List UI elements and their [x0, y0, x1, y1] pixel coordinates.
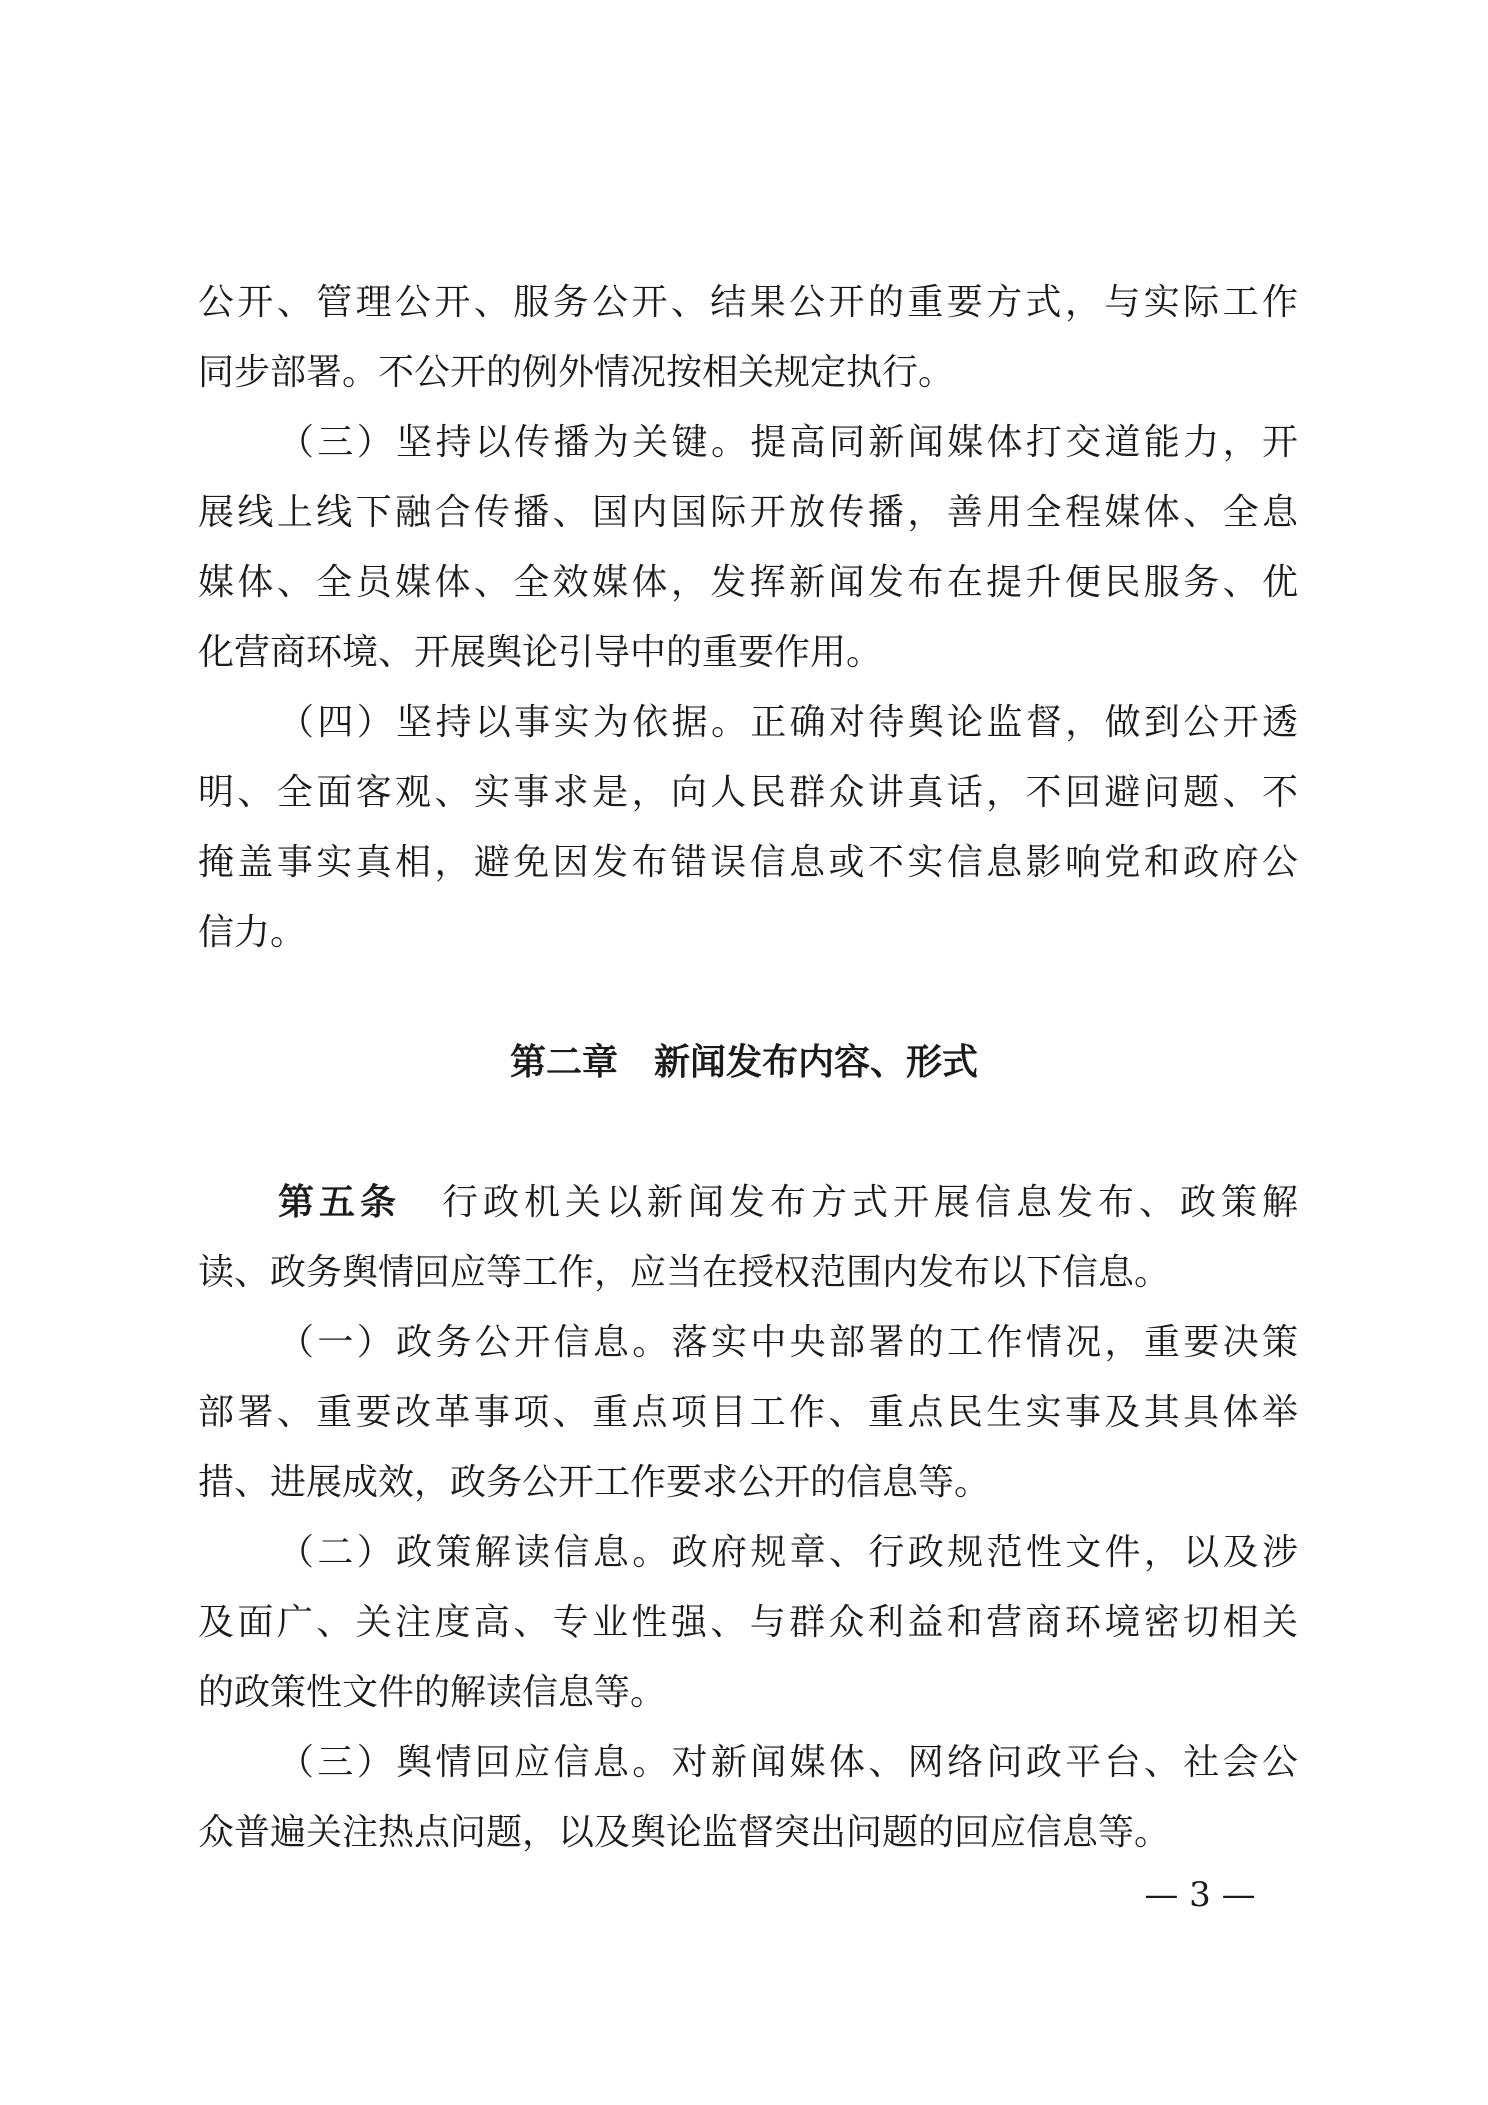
chapter-heading: 第二章 新闻发布内容、形式: [509, 1042, 978, 1083]
body-text-line: 媒体、全员媒体、全效媒体，发挥新闻发布在提升便民服务、优: [198, 562, 1298, 603]
article-spacer: [401, 1182, 442, 1223]
body-text-line: 众普遍关注热点问题，以及舆论监督突出问题的回应信息等。: [198, 1812, 1171, 1853]
body-text-line: 化营商环境、开展舆论引导中的重要作用。: [198, 632, 883, 673]
page-number: — 3 —: [1144, 1875, 1256, 1915]
body-text-line: 的政策性文件的解读信息等。: [198, 1672, 667, 1713]
body-text-line: 展线上线下融合传播、国内国际开放传播，善用全程媒体、全息: [198, 492, 1298, 533]
body-text-line: 公开、管理公开、服务公开、结果公开的重要方式，与实际工作: [198, 282, 1298, 323]
body-text-line: 读、政务舆情回应等工作，应当在授权范围内发布以下信息。: [198, 1252, 1171, 1293]
body-text-line: （三）舆情回应信息。对新闻媒体、网络问政平台、社会公: [278, 1742, 1298, 1783]
body-text-line: 部署、重要改革事项、重点项目工作、重点民生实事及其具体举: [198, 1392, 1298, 1433]
body-text-line: 措、进展成效，政务公开工作要求公开的信息等。: [198, 1462, 991, 1503]
article-label: 第五条: [278, 1182, 401, 1223]
article-first-line-text: 行政机关以新闻发布方式开展信息发布、政策解: [442, 1182, 1298, 1223]
body-text-line: 及面广、关注度高、专业性强、与群众利益和营商环境密切相关: [198, 1602, 1298, 1643]
body-text-line: （四）坚持以事实为依据。正确对待舆论监督，做到公开透: [278, 702, 1298, 743]
body-text-line: （二）政策解读信息。政府规章、行政规范性文件，以及涉: [278, 1532, 1298, 1573]
body-text-line: 掩盖事实真相，避免因发布错误信息或不实信息影响党和政府公: [198, 842, 1298, 883]
body-text-line: 信力。: [198, 912, 307, 953]
body-text-line: 同步部署。不公开的例外情况按相关规定执行。: [198, 352, 955, 393]
article-first-line: [278, 1168, 1298, 1238]
body-text-line: （一）政务公开信息。落实中央部署的工作情况，重要决策: [278, 1322, 1298, 1363]
body-text-line: （三）坚持以传播为关键。提高同新闻媒体打交道能力，开: [278, 422, 1298, 463]
body-text-line: 明、全面客观、实事求是，向人民群众讲真话，不回避问题、不: [198, 772, 1298, 813]
